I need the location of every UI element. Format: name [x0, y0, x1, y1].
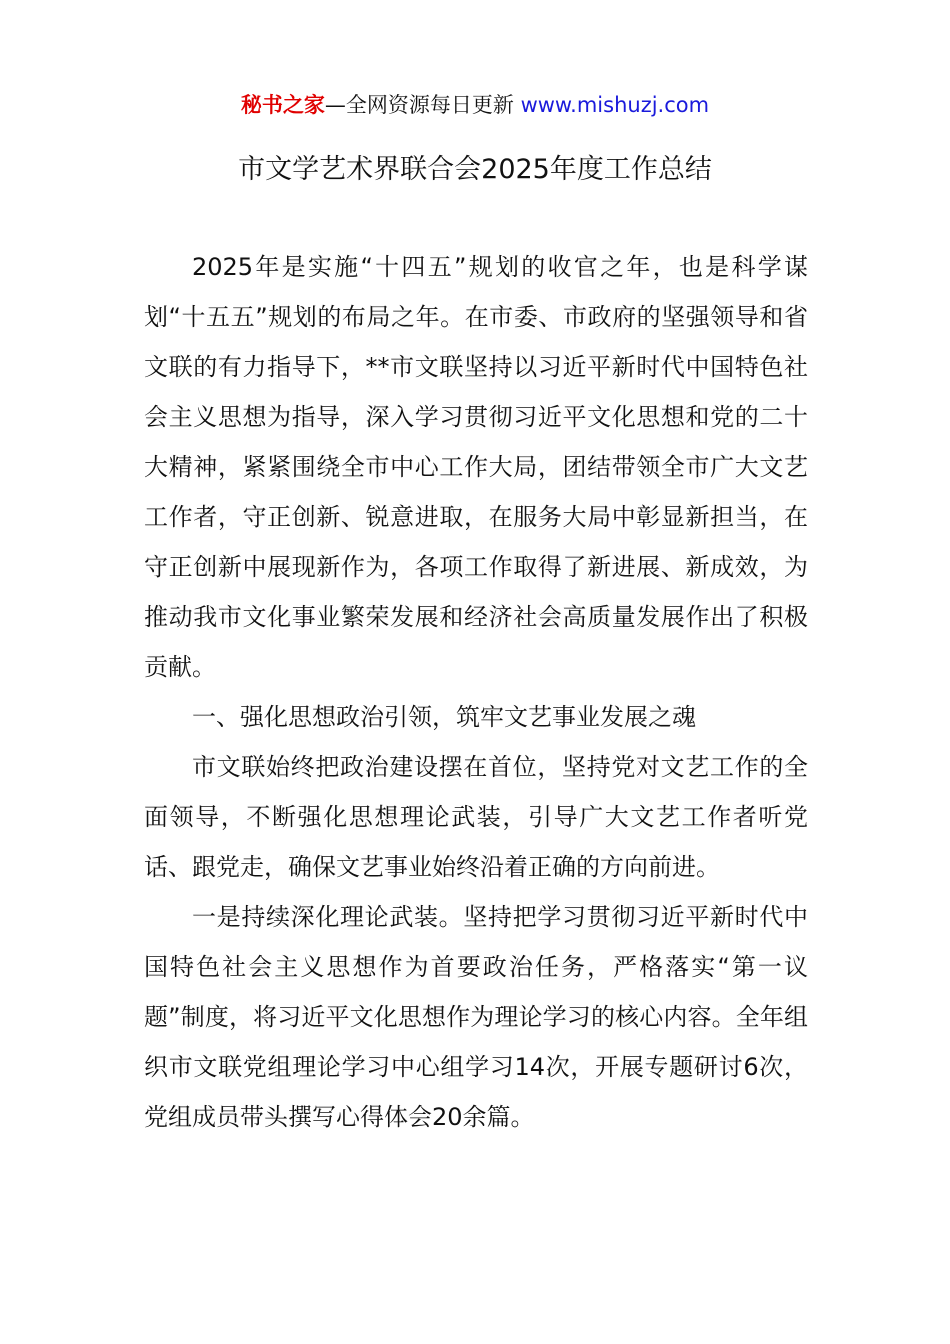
brand-name: 秘书之家	[240, 93, 325, 117]
site-header	[0, 88, 950, 122]
section-paragraph: 市文联始终把政治建设摆在首位，坚持党对文艺工作的全面领导，不断强化思想理论武装，引导广大文艺工作者听党话、跟党走，确保文艺事业始终沿着正确的方向前进。	[144, 753, 808, 881]
header-slogan: —全网资源每日更新	[324, 93, 521, 117]
site-url-link[interactable]: www.mishuzj.com	[520, 93, 710, 117]
subsection-paragraph: 一是持续深化理论武装。坚持把学习贯彻习近平新时代中国特色社会主义思想作为首要政治任务，严格落实“第一议题”制度，将习近平文化思想作为理论学习的核心内容。全年组织市文联党组理论学习中心组学习14次，开展专题研讨6次，党组成员带头撰写心得体会20余篇。	[144, 903, 808, 1131]
intro-paragraph: 2025年是实施“十四五”规划的收官之年，也是科学谋划“十五五”规划的布局之年。在市委、市政府的坚强领导和省文联的有力指导下，**市文联坚持以习近平新时代中国特色社会主义思想为指导，深入学习贯彻习近平文化思想和党的二十大精神，紧紧围绕全市中心工作大局，团结带领全市广大文艺工作者，守正创新、锐意进取，在服务大局中彰显新担当，在守正创新中展现新作为，各项工作取得了新进展、新成效，为推动我市文化事业繁荣发展和经济社会高质量发展作出了积极贡献。	[144, 253, 808, 681]
document-body	[144, 242, 808, 1142]
section-heading: 一、强化思想政治引领，筑牢文艺事业发展之魂	[192, 703, 696, 731]
document-title: 市文学艺术界联合会2025年度工作总结	[238, 154, 712, 185]
